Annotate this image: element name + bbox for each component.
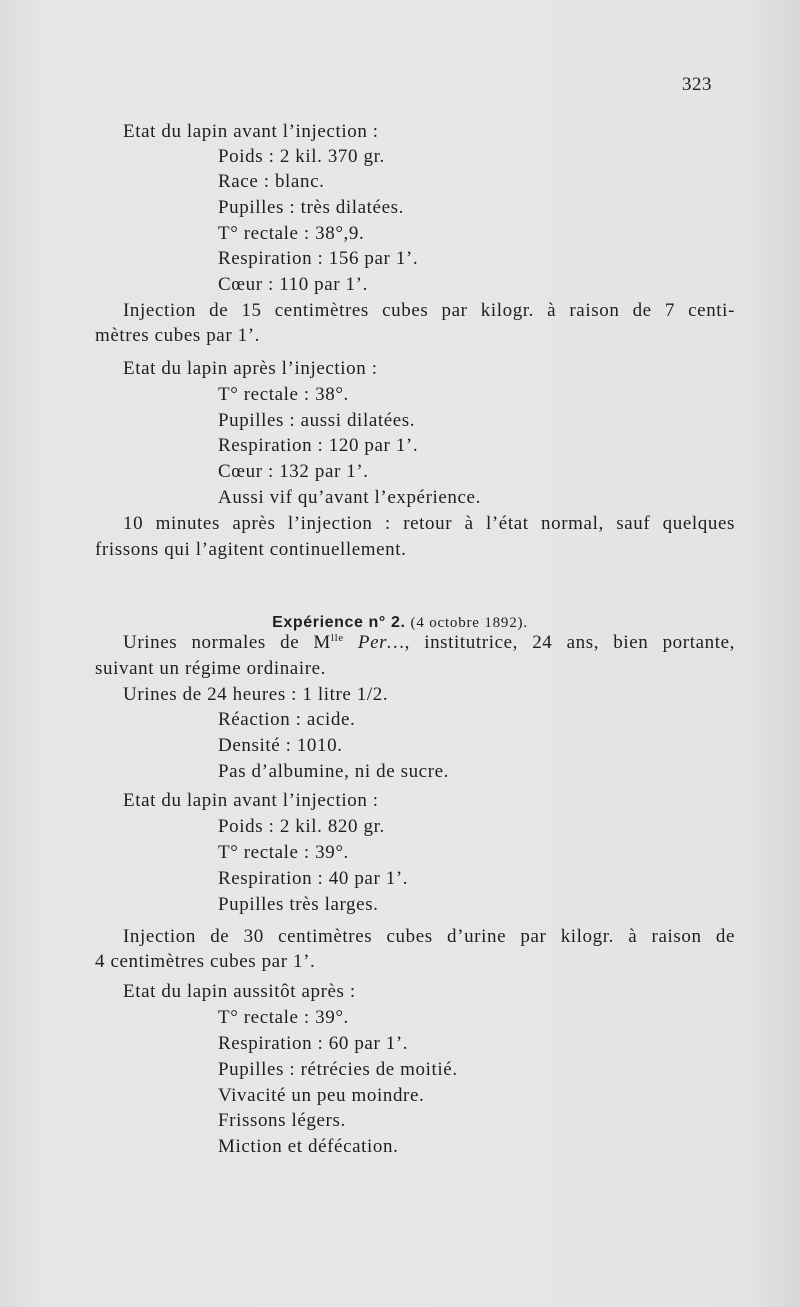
text-line: Etat du lapin avant l’injection : (123, 790, 379, 811)
text-line: Vivacité un peu moindre. (218, 1085, 425, 1106)
text-line: T° rectale : 39°. (218, 842, 349, 863)
text-line: T° rectale : 38°. (218, 384, 349, 405)
text-line: Poids : 2 kil. 370 gr. (218, 146, 385, 167)
text-line: Miction et défécation. (218, 1136, 399, 1157)
text-line: Injection de 15 centimètres cubes par kilogr. à raison de 7 centi- (123, 300, 735, 321)
text-line: suivant un régime ordinaire. (95, 658, 327, 679)
patient-name: Per… (357, 632, 405, 653)
text-line: 10 minutes après l’injection : retour à l’état normal, sauf quelques (123, 513, 735, 534)
line-text: , institutrice, 24 ans, bien portante, (404, 632, 735, 653)
text-line: Poids : 2 kil. 820 gr. (218, 816, 385, 837)
text-line: Respiration : 120 par 1’. (218, 435, 419, 456)
text-line: mètres cubes par 1’. (95, 325, 260, 346)
text-line: Respiration : 40 par 1’. (218, 868, 409, 889)
heading-date: (4 octobre 1892). (410, 615, 528, 631)
text-line: Cœur : 132 par 1’. (218, 461, 369, 482)
paragraph-line (123, 631, 735, 655)
text-line: Réaction : acide. (218, 709, 356, 730)
text-line: Densité : 1010. (218, 735, 343, 756)
text-line: Pupilles très larges. (218, 894, 379, 915)
text-line: Urines de 24 heures : 1 litre 1/2. (123, 684, 389, 705)
text-line: Aussi vif qu’avant l’expérience. (218, 487, 481, 508)
text-line: Pas d’albumine, ni de sucre. (218, 761, 450, 782)
page-number: 323 (682, 74, 712, 95)
text-line: T° rectale : 38°,9. (218, 223, 365, 244)
text-line: Injection de 30 centimètres cubes d’urine par kilogr. à raison de (123, 926, 735, 947)
line-text: Urines normales de M (123, 632, 331, 653)
superscript: lle (330, 632, 344, 644)
text-line: Respiration : 156 par 1’. (218, 248, 419, 269)
text-line: Pupilles : aussi dilatées. (218, 410, 416, 431)
text-line: Cœur : 110 par 1’. (218, 274, 368, 295)
text-line: T° rectale : 39°. (218, 1007, 349, 1028)
text-line: Pupilles : très dilatées. (218, 197, 404, 218)
text-line: Etat du lapin aussitôt après : (123, 981, 356, 1002)
heading-title: Expérience n° 2. (272, 614, 406, 631)
text-line: Respiration : 60 par 1’. (218, 1033, 409, 1054)
text-line: Frissons légers. (218, 1110, 346, 1131)
text-line: Etat du lapin avant l’injection : (123, 121, 379, 142)
text-line: Etat du lapin après l’injection : (123, 358, 378, 379)
text-line: frissons qui l’agitent continuellement. (95, 539, 407, 560)
text-line: 4 centimètres cubes par 1’. (95, 951, 316, 972)
text-line: Race : blanc. (218, 171, 325, 192)
text-line: Pupilles : rétrécies de moitié. (218, 1059, 458, 1080)
